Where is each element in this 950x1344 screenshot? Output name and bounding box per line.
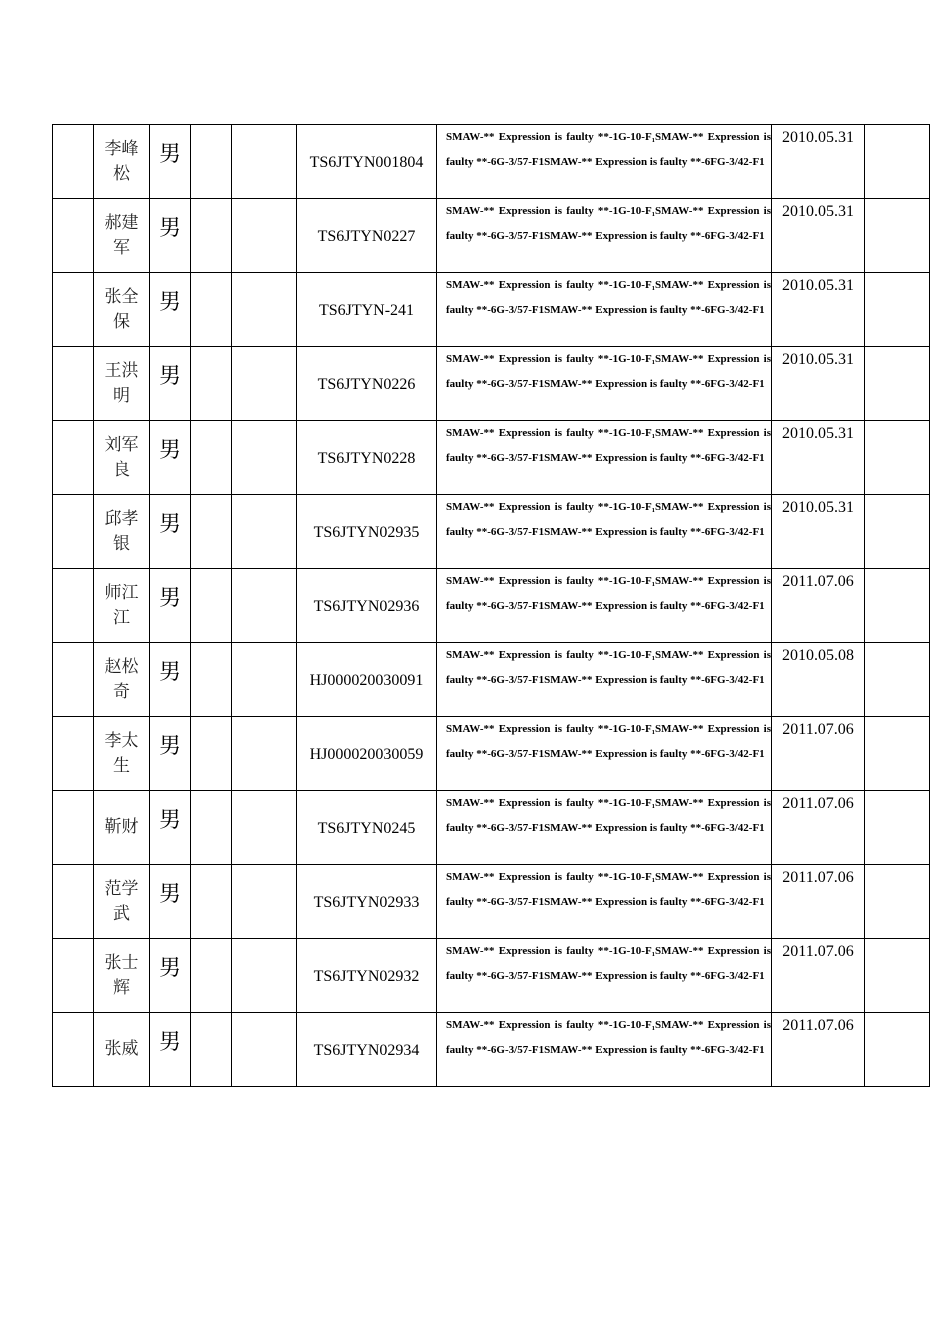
name-cell	[94, 347, 150, 421]
name-text: 范学武	[104, 878, 139, 924]
certificate-number-text: TS6JTYN02936	[313, 597, 420, 615]
date-text: 2010.05.31	[782, 499, 854, 516]
date-text: 2010.05.31	[782, 203, 854, 220]
certificate-number-text: TS6JTYN02932	[313, 967, 420, 985]
table-row	[53, 273, 930, 347]
blank-cell	[232, 495, 297, 569]
remark-cell	[865, 791, 930, 865]
blank-cell	[191, 939, 232, 1013]
date-cell	[772, 495, 865, 569]
date-text: 2011.07.06	[782, 721, 854, 738]
table-row	[53, 125, 930, 199]
name-text: 师江江	[104, 582, 139, 628]
qualification-item-cell	[437, 199, 772, 273]
name-text: 张士辉	[104, 952, 139, 998]
gender-text: 男	[158, 660, 181, 685]
name-cell	[94, 125, 150, 199]
certificate-number-text: TS6JTYN0228	[317, 449, 416, 467]
name-cell	[94, 273, 150, 347]
serial-cell	[53, 865, 94, 939]
gender-text: 男	[158, 438, 181, 463]
gender-text: 男	[158, 142, 181, 167]
blank-cell	[232, 421, 297, 495]
gender-text: 男	[158, 1030, 181, 1055]
table-row	[53, 717, 930, 791]
certificate-number-cell	[297, 939, 437, 1013]
gender-cell	[150, 1013, 191, 1087]
blank-cell	[232, 865, 297, 939]
certificate-number-text: TS6JTYN-241	[318, 301, 415, 319]
gender-cell	[150, 569, 191, 643]
gender-cell	[150, 495, 191, 569]
date-text: 2011.07.06	[782, 573, 854, 590]
date-cell	[772, 273, 865, 347]
remark-cell	[865, 495, 930, 569]
date-cell	[772, 717, 865, 791]
certificate-number-cell	[297, 495, 437, 569]
remark-cell	[865, 273, 930, 347]
serial-cell	[53, 791, 94, 865]
date-cell	[772, 791, 865, 865]
date-text: 2011.07.06	[782, 869, 854, 886]
date-text: 2010.05.31	[782, 351, 854, 368]
gender-text: 男	[158, 216, 181, 241]
remark-cell	[865, 125, 930, 199]
certificate-number-cell	[297, 199, 437, 273]
qualification-item-cell	[437, 347, 772, 421]
certificate-number-text: TS6JTYN001804	[309, 153, 424, 171]
table-row	[53, 1013, 930, 1087]
gender-cell	[150, 125, 191, 199]
date-text: 2011.07.06	[782, 795, 854, 812]
name-cell	[94, 1013, 150, 1087]
name-cell	[94, 717, 150, 791]
remark-cell	[865, 199, 930, 273]
qualification-item-text: SMAW-** Expression is faulty **-1G-10-F₁SMAW-** Expression is faulty **-6G-3/57-F1SMAW-** Expression is faulty **-6FG-3/42-F1	[446, 1019, 771, 1056]
gender-cell	[150, 273, 191, 347]
blank-cell	[232, 569, 297, 643]
date-cell	[772, 347, 865, 421]
table-row	[53, 569, 930, 643]
certificate-number-text: TS6JTYN0245	[317, 819, 416, 837]
blank-cell	[191, 1013, 232, 1087]
serial-cell	[53, 199, 94, 273]
date-text: 2010.05.31	[782, 129, 854, 146]
gender-text: 男	[158, 956, 181, 981]
remark-cell	[865, 643, 930, 717]
blank-cell	[191, 643, 232, 717]
qualification-item-cell	[437, 865, 772, 939]
qualification-item-cell	[437, 421, 772, 495]
date-cell	[772, 643, 865, 717]
name-text: 邱孝银	[104, 508, 139, 554]
qualification-item-cell	[437, 1013, 772, 1087]
blank-cell	[232, 125, 297, 199]
certificate-number-text: HJ000020030091	[309, 671, 424, 689]
date-cell	[772, 199, 865, 273]
date-cell	[772, 939, 865, 1013]
serial-cell	[53, 717, 94, 791]
certificate-number-cell	[297, 569, 437, 643]
table-row	[53, 939, 930, 1013]
certificate-number-cell	[297, 347, 437, 421]
certificate-number-cell	[297, 125, 437, 199]
qualification-item-text: SMAW-** Expression is faulty **-1G-10-F₁SMAW-** Expression is faulty **-6G-3/57-F1SMAW-** Expression is faulty **-6FG-3/42-F1	[446, 205, 771, 242]
name-text: 刘军良	[104, 434, 139, 480]
date-cell	[772, 125, 865, 199]
certificate-number-cell	[297, 865, 437, 939]
qualification-item-text: SMAW-** Expression is faulty **-1G-10-F₁SMAW-** Expression is faulty **-6G-3/57-F1SMAW-** Expression is faulty **-6FG-3/42-F1	[446, 353, 771, 390]
remark-cell	[865, 865, 930, 939]
qualification-item-text: SMAW-** Expression is faulty **-1G-10-F₁SMAW-** Expression is faulty **-6G-3/57-F1SMAW-** Expression is faulty **-6FG-3/42-F1	[446, 501, 771, 538]
gender-cell	[150, 347, 191, 421]
blank-cell	[232, 643, 297, 717]
gender-cell	[150, 199, 191, 273]
serial-cell	[53, 421, 94, 495]
certificate-number-cell	[297, 273, 437, 347]
welder-roster-table	[52, 124, 930, 1087]
blank-cell	[232, 791, 297, 865]
certificate-number-text: TS6JTYN0226	[317, 375, 416, 393]
blank-cell	[232, 717, 297, 791]
gender-text: 男	[158, 290, 181, 315]
serial-cell	[53, 939, 94, 1013]
serial-cell	[53, 569, 94, 643]
gender-cell	[150, 643, 191, 717]
qualification-item-cell	[437, 569, 772, 643]
table-row	[53, 421, 930, 495]
name-cell	[94, 569, 150, 643]
table-row	[53, 791, 930, 865]
certificate-number-text: TS6JTYN0227	[317, 227, 416, 245]
name-text: 王洪明	[104, 360, 139, 406]
date-cell	[772, 865, 865, 939]
certificate-number-cell	[297, 421, 437, 495]
gender-cell	[150, 791, 191, 865]
blank-cell	[191, 495, 232, 569]
name-cell	[94, 791, 150, 865]
gender-cell	[150, 717, 191, 791]
remark-cell	[865, 569, 930, 643]
blank-cell	[191, 791, 232, 865]
certificate-number-cell	[297, 1013, 437, 1087]
name-text: 李太生	[104, 730, 139, 776]
name-cell	[94, 495, 150, 569]
qualification-item-text: SMAW-** Expression is faulty **-1G-10-F₁SMAW-** Expression is faulty **-6G-3/57-F1SMAW-** Expression is faulty **-6FG-3/42-F1	[446, 427, 771, 464]
date-cell	[772, 569, 865, 643]
name-cell	[94, 643, 150, 717]
date-text: 2010.05.08	[782, 647, 854, 664]
serial-cell	[53, 1013, 94, 1087]
certificate-number-cell	[297, 791, 437, 865]
name-cell	[94, 939, 150, 1013]
gender-cell	[150, 865, 191, 939]
serial-cell	[53, 643, 94, 717]
certificate-number-cell	[297, 717, 437, 791]
remark-cell	[865, 1013, 930, 1087]
name-text: 靳财	[104, 817, 139, 837]
gender-text: 男	[158, 808, 181, 833]
gender-text: 男	[158, 734, 181, 759]
remark-cell	[865, 421, 930, 495]
qualification-item-cell	[437, 791, 772, 865]
serial-cell	[53, 495, 94, 569]
qualification-item-text: SMAW-** Expression is faulty **-1G-10-F₁SMAW-** Expression is faulty **-6G-3/57-F1SMAW-** Expression is faulty **-6FG-3/42-F1	[446, 797, 771, 834]
qualification-item-cell	[437, 939, 772, 1013]
name-text: 郝建军	[104, 212, 139, 258]
qualification-item-text: SMAW-** Expression is faulty **-1G-10-F₁SMAW-** Expression is faulty **-6G-3/57-F1SMAW-** Expression is faulty **-6FG-3/42-F1	[446, 945, 771, 982]
certificate-number-text: TS6JTYN02935	[313, 523, 420, 541]
serial-cell	[53, 273, 94, 347]
blank-cell	[191, 717, 232, 791]
gender-cell	[150, 939, 191, 1013]
name-text: 张威	[104, 1039, 139, 1059]
date-cell	[772, 1013, 865, 1087]
gender-text: 男	[158, 882, 181, 907]
roster-body	[53, 125, 930, 1087]
blank-cell	[232, 347, 297, 421]
table-row	[53, 643, 930, 717]
date-text: 2011.07.06	[782, 1017, 854, 1034]
table-row	[53, 495, 930, 569]
name-cell	[94, 865, 150, 939]
blank-cell	[191, 273, 232, 347]
date-text: 2010.05.31	[782, 425, 854, 442]
qualification-item-cell	[437, 495, 772, 569]
certificate-number-text: TS6JTYN02934	[313, 1041, 420, 1059]
blank-cell	[232, 273, 297, 347]
serial-cell	[53, 347, 94, 421]
qualification-item-text: SMAW-** Expression is faulty **-1G-10-F₁SMAW-** Expression is faulty **-6G-3/57-F1SMAW-** Expression is faulty **-6FG-3/42-F1	[446, 871, 771, 908]
table-row	[53, 347, 930, 421]
name-cell	[94, 199, 150, 273]
name-cell	[94, 421, 150, 495]
qualification-item-cell	[437, 717, 772, 791]
name-text: 张全保	[104, 286, 139, 332]
qualification-item-cell	[437, 125, 772, 199]
certificate-number-text: HJ000020030059	[309, 745, 424, 763]
qualification-item-text: SMAW-** Expression is faulty **-1G-10-F₁SMAW-** Expression is faulty **-6G-3/57-F1SMAW-** Expression is faulty **-6FG-3/42-F1	[446, 723, 771, 760]
certificate-number-text: TS6JTYN02933	[313, 893, 420, 911]
blank-cell	[232, 1013, 297, 1087]
blank-cell	[191, 125, 232, 199]
name-text: 李峰松	[104, 138, 139, 184]
date-text: 2010.05.31	[782, 277, 854, 294]
name-text: 赵松奇	[104, 656, 139, 702]
gender-text: 男	[158, 512, 181, 537]
qualification-item-text: SMAW-** Expression is faulty **-1G-10-F₁SMAW-** Expression is faulty **-6G-3/57-F1SMAW-** Expression is faulty **-6FG-3/42-F1	[446, 649, 771, 686]
gender-text: 男	[158, 586, 181, 611]
blank-cell	[191, 421, 232, 495]
blank-cell	[232, 939, 297, 1013]
qualification-item-text: SMAW-** Expression is faulty **-1G-10-F₁SMAW-** Expression is faulty **-6G-3/57-F1SMAW-** Expression is faulty **-6FG-3/42-F1	[446, 575, 771, 612]
date-cell	[772, 421, 865, 495]
gender-cell	[150, 421, 191, 495]
date-text: 2011.07.06	[782, 943, 854, 960]
certificate-number-cell	[297, 643, 437, 717]
remark-cell	[865, 717, 930, 791]
blank-cell	[191, 865, 232, 939]
qualification-item-text: SMAW-** Expression is faulty **-1G-10-F₁SMAW-** Expression is faulty **-6G-3/57-F1SMAW-** Expression is faulty **-6FG-3/42-F1	[446, 279, 771, 316]
table-row	[53, 199, 930, 273]
qualification-item-text: SMAW-** Expression is faulty **-1G-10-F₁SMAW-** Expression is faulty **-6G-3/57-F1SMAW-** Expression is faulty **-6FG-3/42-F1	[446, 131, 771, 168]
serial-cell	[53, 125, 94, 199]
qualification-item-cell	[437, 643, 772, 717]
gender-text: 男	[158, 364, 181, 389]
remark-cell	[865, 939, 930, 1013]
blank-cell	[191, 347, 232, 421]
qualification-item-cell	[437, 273, 772, 347]
remark-cell	[865, 347, 930, 421]
table-row	[53, 865, 930, 939]
blank-cell	[191, 199, 232, 273]
blank-cell	[191, 569, 232, 643]
blank-cell	[232, 199, 297, 273]
